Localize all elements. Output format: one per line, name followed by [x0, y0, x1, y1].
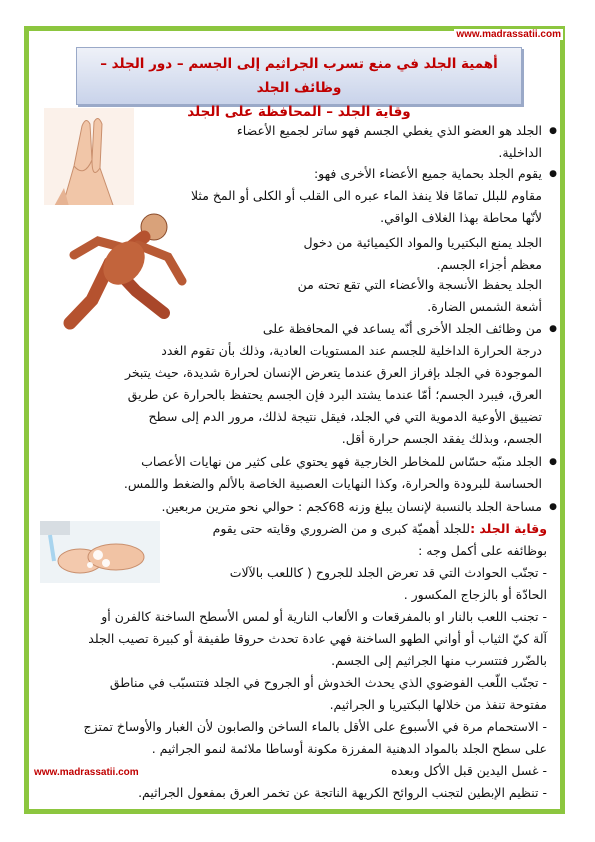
- protect-item-burns: [42, 606, 547, 672]
- protect-item-armpits: [42, 782, 547, 804]
- text-line: ● يقوم الجلد بحماية جميع الأعضاء الأخرى فهو:: [313, 166, 542, 181]
- text-line: - تنظيم الإبطين لتجنب الروائح الكريهة الناتجة عن تخمر العرق بمفعول الجراثيم.: [138, 785, 547, 800]
- text-line: ● مساحة الجلد بالنسبة لإنسان يبلغ وزنه 68كجم : حوالي نحو مترين مربعين.: [161, 499, 542, 514]
- text-line: - تجنب اللعب بالنار او بالمفرقعات و الألعاب النارية أو لمس الأسطح الساخنة كالفرن أو: [101, 609, 547, 624]
- paragraph-temperature: [42, 318, 542, 450]
- text-line: تضييق الأوعية الدموية التي في الجلد، فيقل نتيجة لذلك، مرور الدم إلى سطح: [148, 409, 542, 424]
- text-line: درجة الحرارة الداخلية للجسم عند المستويات العادية، وذلك بأن تقوم الغدد: [161, 343, 542, 358]
- paragraph-skin-area: [62, 496, 542, 518]
- title-box: [76, 47, 522, 120]
- title-line-2: وقاية الجلد – المحافظة على الجلد: [187, 104, 411, 120]
- text-line: معظم أجزاء الجسم.: [436, 257, 542, 272]
- text-line: - الاستحمام مرة في الأسبوع على الأقل بالماء الساخن والصابون لأن الغبار والأوساخ تمتزج: [83, 719, 547, 734]
- title-line-1: أهمية الجلد في منع تسرب الجراثيم إلى الجسم – دور الجلد – وظائف الجلد: [100, 56, 498, 96]
- text-line: لأنّها محاطة بهذا الغلاف الواقي.: [380, 210, 542, 225]
- sub-item-sun: [222, 274, 542, 318]
- watermark-top[interactable]: www.madrassatii.com: [456, 29, 561, 40]
- text-line: آلة كيّ الثياب أو أواني الطهو الساخنة فهي عادة تحدث حروقا طفيفة أو كبيرة تصيب الجلد: [88, 631, 547, 646]
- text-line: الجلد يمنع البكتيريا والمواد الكيميائية من دخول: [303, 235, 542, 250]
- text-line: الموجودة في الجلد بإفراز العرق عندما يتعرض الإنسان لحرارة شديدة، حيث يتبخر: [124, 365, 542, 380]
- text-line: مقاوم للبلل تمامًا فلا ينفذ الماء عبره الى القلب أو الكلى أو المخ مثلا: [190, 188, 542, 203]
- text-line: الحادّة أو بالزجاج المكسور .: [403, 587, 547, 602]
- section-heading: وقاية الجلد :: [470, 521, 547, 536]
- protect-item-scratches: [42, 672, 547, 716]
- protect-item-handwash: [247, 760, 547, 782]
- text-line: - تجنّب الحوادث التي قد تعرض الجلد للجروح ( كاللعب بالآلات: [229, 565, 547, 580]
- watermark-bottom[interactable]: www.madrassatii.com: [34, 767, 139, 778]
- text-line: - غسل اليدين قبل الأكل وبعده: [390, 763, 547, 778]
- section-skin-protection: [147, 518, 547, 562]
- text-line: الجلد يحفظ الأنسجة والأعضاء التي تقع تحته من: [297, 277, 542, 292]
- protect-item-accidents: [42, 562, 547, 606]
- paragraph-nerves: [42, 451, 542, 495]
- text-line: للجلد أهميّة كبرى و من الضروري وقايته حتى يقوم: [212, 521, 471, 536]
- sub-item-waterproof: [142, 185, 542, 229]
- paragraph-skin-protection: [242, 163, 542, 185]
- paragraph-skin-definition: [142, 120, 542, 164]
- text-line: ● الجلد هو العضو الذي يغطي الجسم فهو ساتر لجميع الأعضاء: [236, 123, 542, 138]
- protect-item-bathing: [42, 716, 547, 760]
- text-line: العرق، فيبرد الجسم؛ أمّا عندما يشتد البرد فإن الجسم يحتفظ بالحرارة عن طريق: [127, 387, 542, 402]
- text-line: - تجنّب اللّعب الفوضوي الذي يحدث الخدوش أو الجروح في الجلد فتتسبّب في مناطق: [109, 675, 547, 690]
- text-line: ● الجلد منبّه حسّاس للمخاطر الخارجية فهو يحتوي على كثير من نهايات الأعصاب: [141, 454, 542, 469]
- sub-item-bacteria: [222, 232, 542, 276]
- text-line: ● من وظائف الجلد الأخرى أنّه يساعد في المحافظة على: [262, 321, 542, 336]
- text-line: على سطح الجلد بالمواد الدهنية المفرزة مكونة أوساطا ملائمة لنمو الجراثيم .: [151, 741, 547, 756]
- text-line: الداخلية.: [498, 145, 542, 160]
- text-line: أشعة الشمس الضارة.: [427, 299, 542, 314]
- text-line: بالضّرر فتتسرب منها الجراثيم إلى الجسم.: [331, 653, 547, 668]
- text-line: مفتوحة تنفذ من خلالها البكتيريا و الجراثيم.: [329, 697, 547, 712]
- text-line: الجسم، وبذلك يفقد الجسم حرارة أقل.: [341, 431, 542, 446]
- text-line: بوظائفه على أكمل وجه :: [418, 543, 547, 558]
- praying-hands-photo: [44, 108, 134, 210]
- text-line: الحساسة للبرودة والحرارة، وكذا النهايات العصبية الخاصة بالألم والضغط واللمس.: [123, 476, 542, 491]
